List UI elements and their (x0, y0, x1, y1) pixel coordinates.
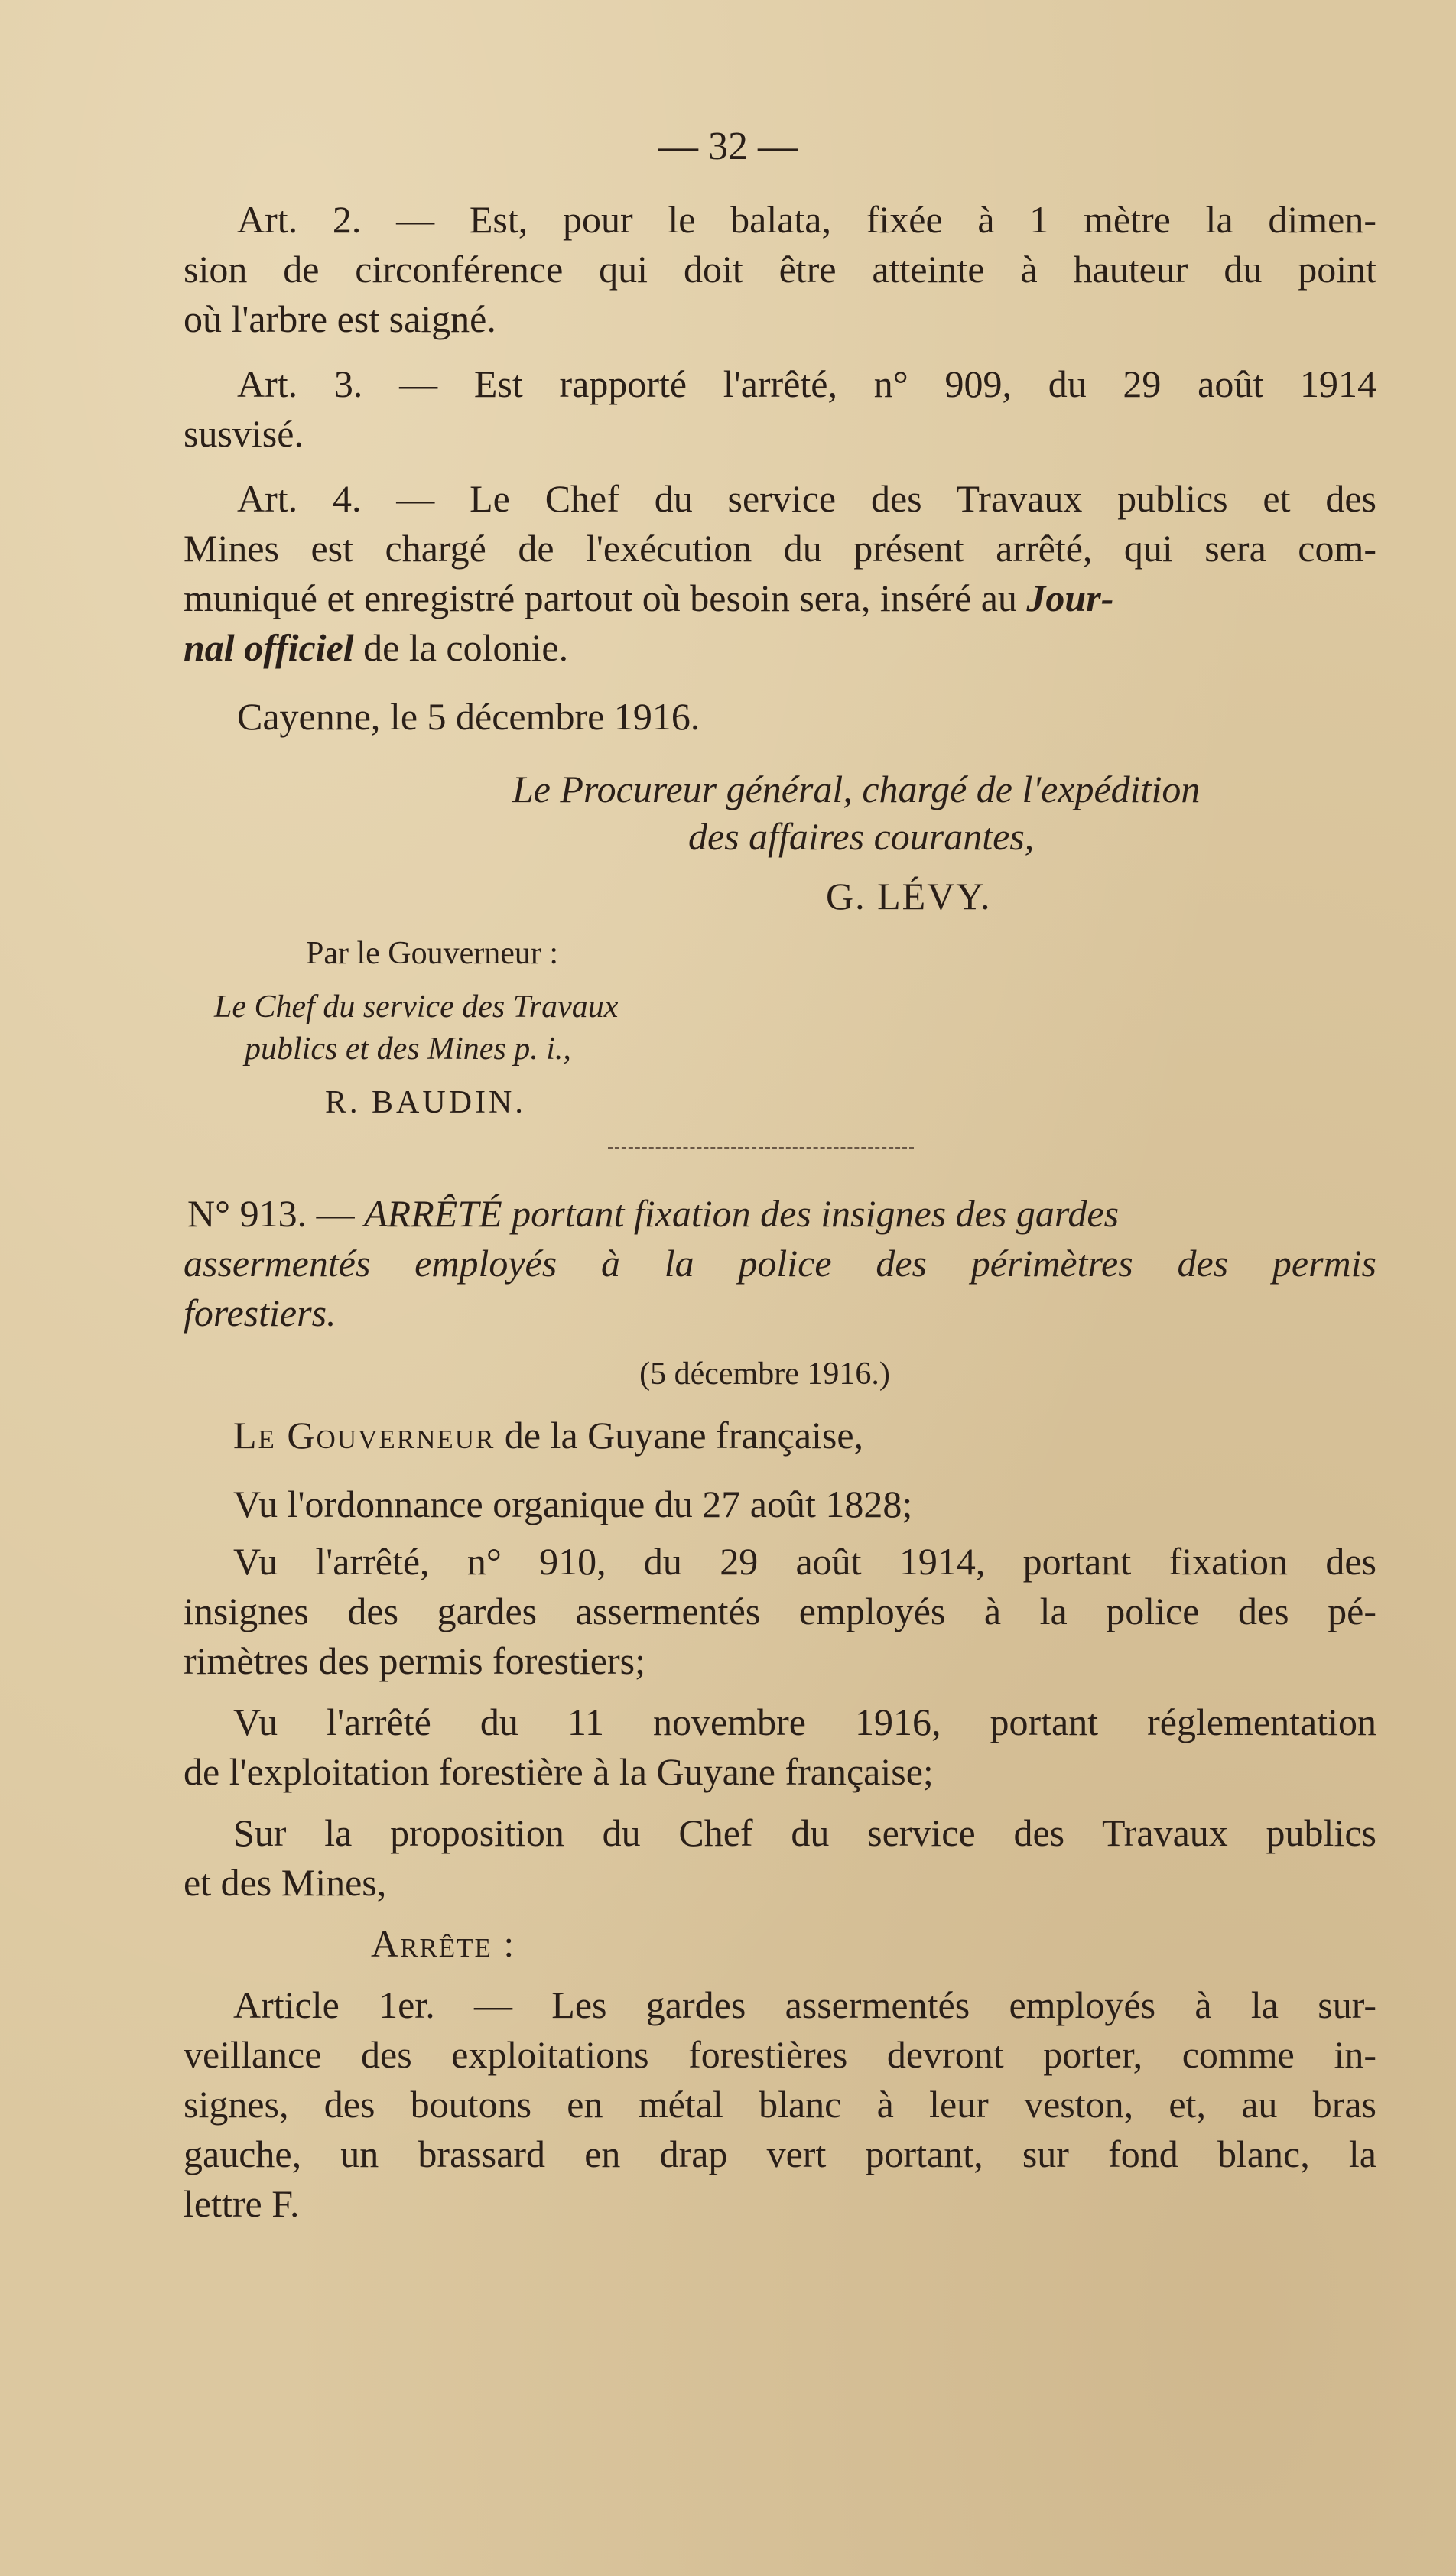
countersign-name: R. BAUDIN. (325, 1085, 526, 1120)
authority-rest: de la Guyane française, (504, 1414, 864, 1457)
proposition-line-1: Sur la proposition du Chef du service des Travaux publics (233, 1811, 1376, 1854)
signatory-title-2: des affaires courantes, (688, 815, 1035, 858)
vu-ordonnance: Vu l'ordonnance organique du 27 août 1828; (233, 1483, 913, 1525)
article-1-line-3: signes, des boutons en métal blanc à leur veston, et, au bras (184, 2083, 1376, 2126)
art2-line-3: où l'arbre est saigné. (184, 297, 496, 340)
countersign-title-1: Le Chef du service des Travaux (214, 989, 619, 1025)
countersign-intro: Par le Gouverneur : (306, 936, 559, 971)
decree-dash: — (316, 1192, 355, 1235)
art2-line-2: sion de circonférence qui doit être atteinte à hauteur du point (184, 248, 1376, 291)
signatory-name: G. LÉVY. (826, 875, 992, 918)
decree-title-1: ARRÊTÉ portant fixation des insignes des gardes (364, 1192, 1120, 1235)
art4-line-1: Art. 4. — Le Chef du service des Travaux publics et des (237, 477, 1376, 520)
article-1-line-5: lettre F. (184, 2182, 300, 2225)
authority-title: Le Gouverneur (233, 1414, 496, 1457)
vu-arrete-910-line-2: insignes des gardes assermentés employés à la police des pé- (184, 1590, 1376, 1632)
vu-arrete-910-line-1: Vu l'arrêté, n° 910, du 29 août 1914, portant fixation des (233, 1540, 1376, 1583)
decree-title-line-1 (187, 1189, 1376, 1238)
art4-line-3 (184, 573, 1376, 622)
art3-line-1: Art. 3. — Est rapporté l'arrêté, n° 909, du 29 août 1914 (237, 362, 1376, 405)
vu-arrete-novembre-line-1: Vu l'arrêté du 11 novembre 1916, portant réglementation (233, 1701, 1376, 1743)
art4-line-4 (184, 623, 1376, 672)
decree-title-2: assermentés employés à la police des périmètres des permis (184, 1242, 1376, 1285)
decree-title-3: forestiers. (184, 1291, 336, 1334)
art4-line-4-text: de la colonie. (363, 626, 569, 669)
page-number: — 32 — (658, 125, 798, 168)
decree-number: N° 913. (187, 1192, 307, 1235)
proposition-line-2: et des Mines, (184, 1861, 387, 1904)
art4-line-2: Mines est chargé de l'exécution du présent arrêté, qui sera com- (184, 527, 1376, 570)
article-1-line-4: gauche, un brassard en drap vert portant, sur fond blanc, la (184, 2133, 1376, 2175)
journal-title-start: Jour- (1026, 577, 1114, 619)
art3-line-2: susvisé. (184, 412, 304, 455)
decree-date: (5 décembre 1916.) (639, 1356, 890, 1392)
section-divider (608, 1147, 914, 1149)
countersign-title-2: publics et des Mines p. i., (245, 1031, 571, 1067)
vu-arrete-910-line-3: rimètres des permis forestiers; (184, 1639, 645, 1682)
signatory-title-1: Le Procureur général, chargé de l'expédition (512, 768, 1201, 810)
place-date: Cayenne, le 5 décembre 1916. (237, 695, 700, 738)
issuing-authority (233, 1411, 1376, 1460)
art2-line-1: Art. 2. — Est, pour le balata, fixée à 1 mètre la dimen- (237, 198, 1376, 241)
arrete-heading: Arrête : (371, 1922, 516, 1965)
art4-line-3-text: muniqué et enregistré partout où besoin sera, inséré au (184, 577, 1017, 619)
article-1-line-1: Article 1er. — Les gardes assermentés employés à la sur- (233, 1983, 1376, 2026)
journal-title-end: nal officiel (184, 626, 354, 669)
article-1-line-2: veillance des exploitations forestières devront porter, comme in- (184, 2033, 1376, 2076)
vu-arrete-novembre-line-2: de l'exploitation forestière à la Guyane française; (184, 1750, 934, 1793)
